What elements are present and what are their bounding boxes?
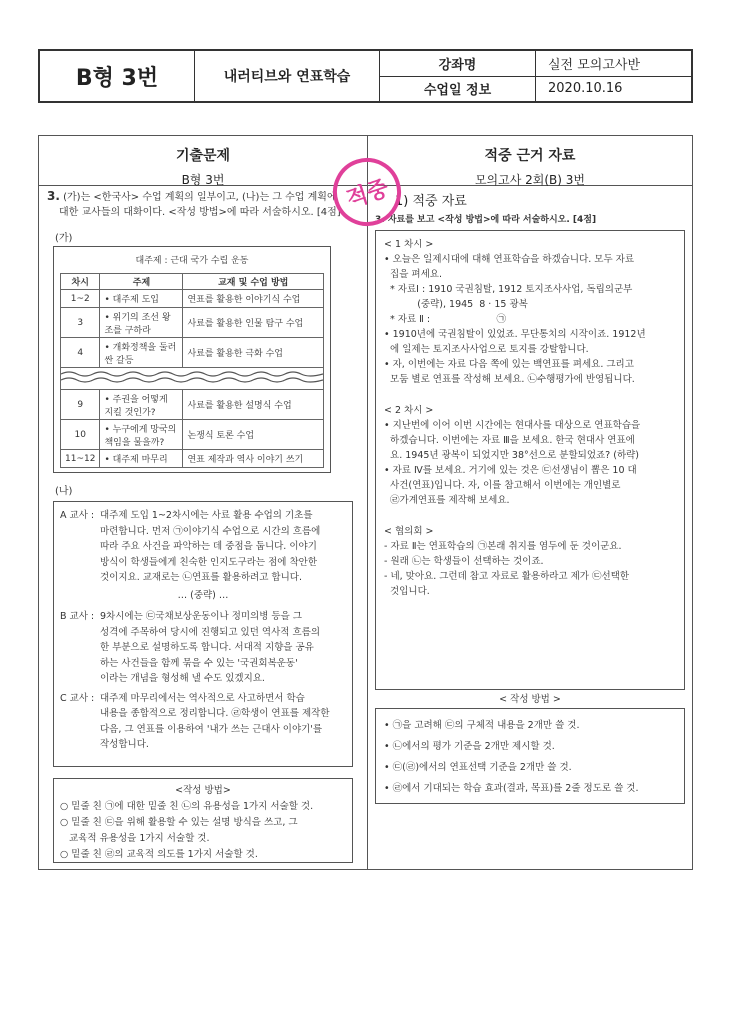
writing-method-title: <작성 방법> <box>175 785 231 796</box>
left-subheading: B형 3번 <box>181 173 225 187</box>
meeting-label: < 협의회 > <box>384 526 434 537</box>
dialog-line: 대주제 도입 1~2차시에는 사료 활용 수업의 기초를 <box>100 510 313 521</box>
part2-line: 사건(연표)입니다. 자, 이를 참고해서 이번에는 개인별로 <box>384 480 621 491</box>
part1-line: 에 일제는 토지조사사업으로 토지를 강탈합니다. <box>384 344 589 355</box>
right-method-line: • ㉣에서 기대되는 학습 효과(결과, 목표)를 2줄 정도로 쓸 것. <box>384 783 639 794</box>
dialog-line: 것이지요. 교재로는 ㉡연표를 활용하려고 합니다. <box>100 572 302 583</box>
table-cell: 사료를 활용한 인물 탐구 수업 <box>183 308 324 338</box>
table-cell: 논쟁식 토론 수업 <box>183 420 324 450</box>
right-method-box <box>375 708 685 804</box>
method-line: ○ 밑줄 친 ㉠에 대한 밑줄 친 ㉡의 유용성을 1가지 서술할 것. <box>60 800 314 812</box>
table-cell: 11~12 <box>61 450 100 468</box>
date-value: 2020.10.16 <box>548 81 623 97</box>
table-cell: 연표 제작과 역사 이야기 쓰기 <box>183 450 324 468</box>
th-topic: 주제 <box>100 274 183 290</box>
part1-line: • 오늘은 일제시대에 대해 연표학습을 하겠습니다. 모두 자료 <box>384 254 635 265</box>
right-method-line: • ㉠을 고려해 ㉢의 구체적 내용을 2개만 쓸 것. <box>384 720 580 731</box>
dialog-line: 한 부분으로 설명하도록 합니다. 서대적 지향을 공유 <box>100 642 314 653</box>
part1-line: • 1910년에 국권침탈이 있었죠. 무단통치의 시작이죠. 1912년 <box>384 329 646 340</box>
dialog-omission: … (중략) … <box>177 589 229 601</box>
part2-line: ㉣가계연표를 제작해 보세요. <box>384 495 510 506</box>
right-method-line: • ㉡에서의 평가 기준을 2개만 제시할 것. <box>384 741 555 752</box>
th-method: 교재 및 수업 방법 <box>183 274 324 290</box>
doc-subtitle: 내러티브와 연표학습 <box>195 51 380 101</box>
hit-stamp-icon: 적중 <box>324 149 410 235</box>
header-table <box>38 49 693 103</box>
header-meta <box>380 51 691 101</box>
meeting-line: 것입니다. <box>384 586 430 597</box>
part2-line: 요. 1945년 광복이 되었지만 38°선으로 분할되었죠? (하략) <box>384 450 640 461</box>
doc-title: B형 3번 <box>40 51 195 101</box>
part1-line: (중략), 1945 8 · 15 광복 <box>384 299 528 310</box>
dialog-line: 따라 주요 사건을 파악하는 데 중점을 둡니다. 이야기 <box>100 541 317 552</box>
meeting-line: - 네, 맞아요. 그런데 참고 자료로 활용하라고 제가 ㉢선택한 <box>384 571 630 582</box>
left-question <box>47 189 363 220</box>
table-cell: 사료를 활용한 극화 수업 <box>183 338 324 368</box>
table-cell: • 대주제 도입 <box>100 290 183 308</box>
part1-line: * 자료 Ⅱ : ㉠ <box>384 314 507 325</box>
table-cell: • 위기의 조선 왕조를 구하라 <box>100 308 183 338</box>
course-value: 실전 모의고사반 <box>548 57 641 73</box>
table-cell: • 누구에게 망국의 책임을 물을까? <box>100 420 183 450</box>
part1-line: • 자, 이번에는 자료 다음 쪽에 있는 백연표를 펴세요. 그리고 <box>384 359 634 370</box>
part1-line: 모둠 별로 연표를 작성해 보세요. ㉡수행평가에 반영됩니다. <box>384 374 635 385</box>
dialog-line: 마련합니다. 먼저 ㉠이야기식 수업으로 시간의 흐름에 <box>100 525 321 537</box>
th-session: 차시 <box>61 274 100 290</box>
method-line: ○ 밑줄 친 ㉢을 위해 활용할 수 있는 설명 방식을 쓰고, 그 <box>60 816 298 828</box>
right-subheading: 모의고사 2회(B) 3번 <box>474 173 586 187</box>
right-method-line: • ㉢(㉣)에서의 연표선택 기준을 2개만 쓸 것. <box>384 762 572 773</box>
table-cell: 1~2 <box>61 290 100 308</box>
speaker-b: B 교사 : <box>60 611 95 622</box>
dialog-line: 이라는 개념을 형성해 낼 수도 있겠지요. <box>100 673 265 684</box>
speaker-a: A 교사 : <box>60 510 95 521</box>
part1-line: * 자료Ⅰ : 1910 국권침탈, 1912 토지조사사업, 독립의군부 <box>384 284 633 295</box>
method-line: ○ 밑줄 친 ㉣의 교육적 의도를 1가지 서술할 것. <box>60 848 258 860</box>
plan-table-title: 대주제 : 근대 국가 수립 운동 <box>135 256 249 266</box>
dialog-line: 대주제 마무리에서는 역사적으로 사고하면서 학습 <box>100 692 305 704</box>
dialog-b <box>60 609 346 687</box>
column-divider <box>367 136 368 869</box>
dialog-b-text <box>100 609 320 687</box>
question-number: 3. <box>47 189 60 203</box>
wavy-break-icon <box>61 368 323 386</box>
table-cell: 4 <box>61 338 100 368</box>
course-label: 강좌명 <box>380 51 536 76</box>
dialog-line: 작성합니다. <box>100 739 149 750</box>
table-cell: 연표를 활용한 이야기식 수업 <box>183 290 324 308</box>
right-question-line: 3. 자료를 보고 <작성 방법>에 따라 서술하시오. [4점] <box>375 215 597 225</box>
table-cell: 3 <box>61 308 100 338</box>
part1-line: 집을 펴세요. <box>384 269 442 280</box>
dialog-box <box>53 501 353 767</box>
dialog-a-text <box>100 508 320 586</box>
dialog-line: 내용을 종합적으로 정리합니다. ㉣학생이 연표를 제작한 <box>100 708 330 719</box>
section-label: 1) 적중 자료 <box>395 194 467 209</box>
writing-method-box <box>53 778 353 863</box>
part2-line: • 자료 Ⅳ를 보세요. 거기에 있는 것은 ㉢선생님이 뽑은 10 대 <box>384 465 637 476</box>
right-column-header <box>368 136 692 186</box>
meeting-line: - 자료 Ⅱ는 연표학습의 ㉠본래 취지를 염두에 둔 것이군요. <box>384 541 622 552</box>
dialog-c-text <box>100 691 330 753</box>
comparison-table <box>38 135 693 870</box>
dialog-a <box>60 508 346 586</box>
table-cell: 9 <box>61 390 100 420</box>
dialog-line: 성격에 주목하여 당시에 진행되고 있던 역사적 흐름의 <box>100 626 321 638</box>
left-column-header <box>39 136 367 186</box>
question-line-2: 대한 교사들의 대화이다. <작성 방법>에 따라 서술하시오. [4점] <box>59 207 341 218</box>
dialog-line: 다음, 그 연표를 이용하여 '내가 쓰는 근대사 이야기'를 <box>100 723 323 735</box>
dialog-line: 하는 사건들을 함께 묶을 수 있는 '국권회복운동' <box>100 657 298 669</box>
meeting-line: - 원래 ㉡는 학생들이 선택하는 것이죠. <box>384 556 544 567</box>
part2-label: < 2 차시 > <box>384 405 434 416</box>
dialog-line: 9차시에는 ㉢국채보상운동이나 정미의병 등을 그 <box>100 611 302 622</box>
table-cell: • 개화정책을 둘러싼 갈등 <box>100 338 183 368</box>
plan-table <box>60 273 324 468</box>
part1-label: < 1 차시 > <box>384 239 434 250</box>
table-break <box>61 368 324 390</box>
table-cell: • 대주제 마무리 <box>100 450 183 468</box>
table-cell: • 주권을 어떻게 지킬 것인가? <box>100 390 183 420</box>
dialog-c <box>60 691 346 753</box>
right-method-title: < 작성 방법 > <box>499 694 561 705</box>
speaker-c: C 교사 : <box>60 692 95 704</box>
ga-label: (가) <box>55 233 73 244</box>
part2-line: • 지난번에 이어 이번 시간에는 현대사를 대상으로 연표학습을 <box>384 420 641 431</box>
left-heading: 기출문제 <box>175 148 231 164</box>
part2-line: 하겠습니다. 이번에는 자료 Ⅲ을 보세요. 한국 현대사 연표에 <box>384 435 635 446</box>
na-label: (나) <box>55 486 73 497</box>
date-label: 수업일 정보 <box>380 77 536 102</box>
method-line: 교육적 유용성을 1가지 서술할 것. <box>60 832 210 844</box>
dialog-line: 방식이 학생들에게 친숙한 인지도구라는 점에 착안한 <box>100 556 317 568</box>
table-cell: 10 <box>61 420 100 450</box>
right-heading: 적중 근거 자료 <box>484 148 576 164</box>
question-line-1: (가)는 <한국사> 수업 계획의 일부이고, (나)는 그 수업 계획에 <box>63 192 337 203</box>
table-cell: 사료를 활용한 설명식 수업 <box>183 390 324 420</box>
source-material-box <box>375 230 685 690</box>
plan-table-box <box>53 246 331 473</box>
